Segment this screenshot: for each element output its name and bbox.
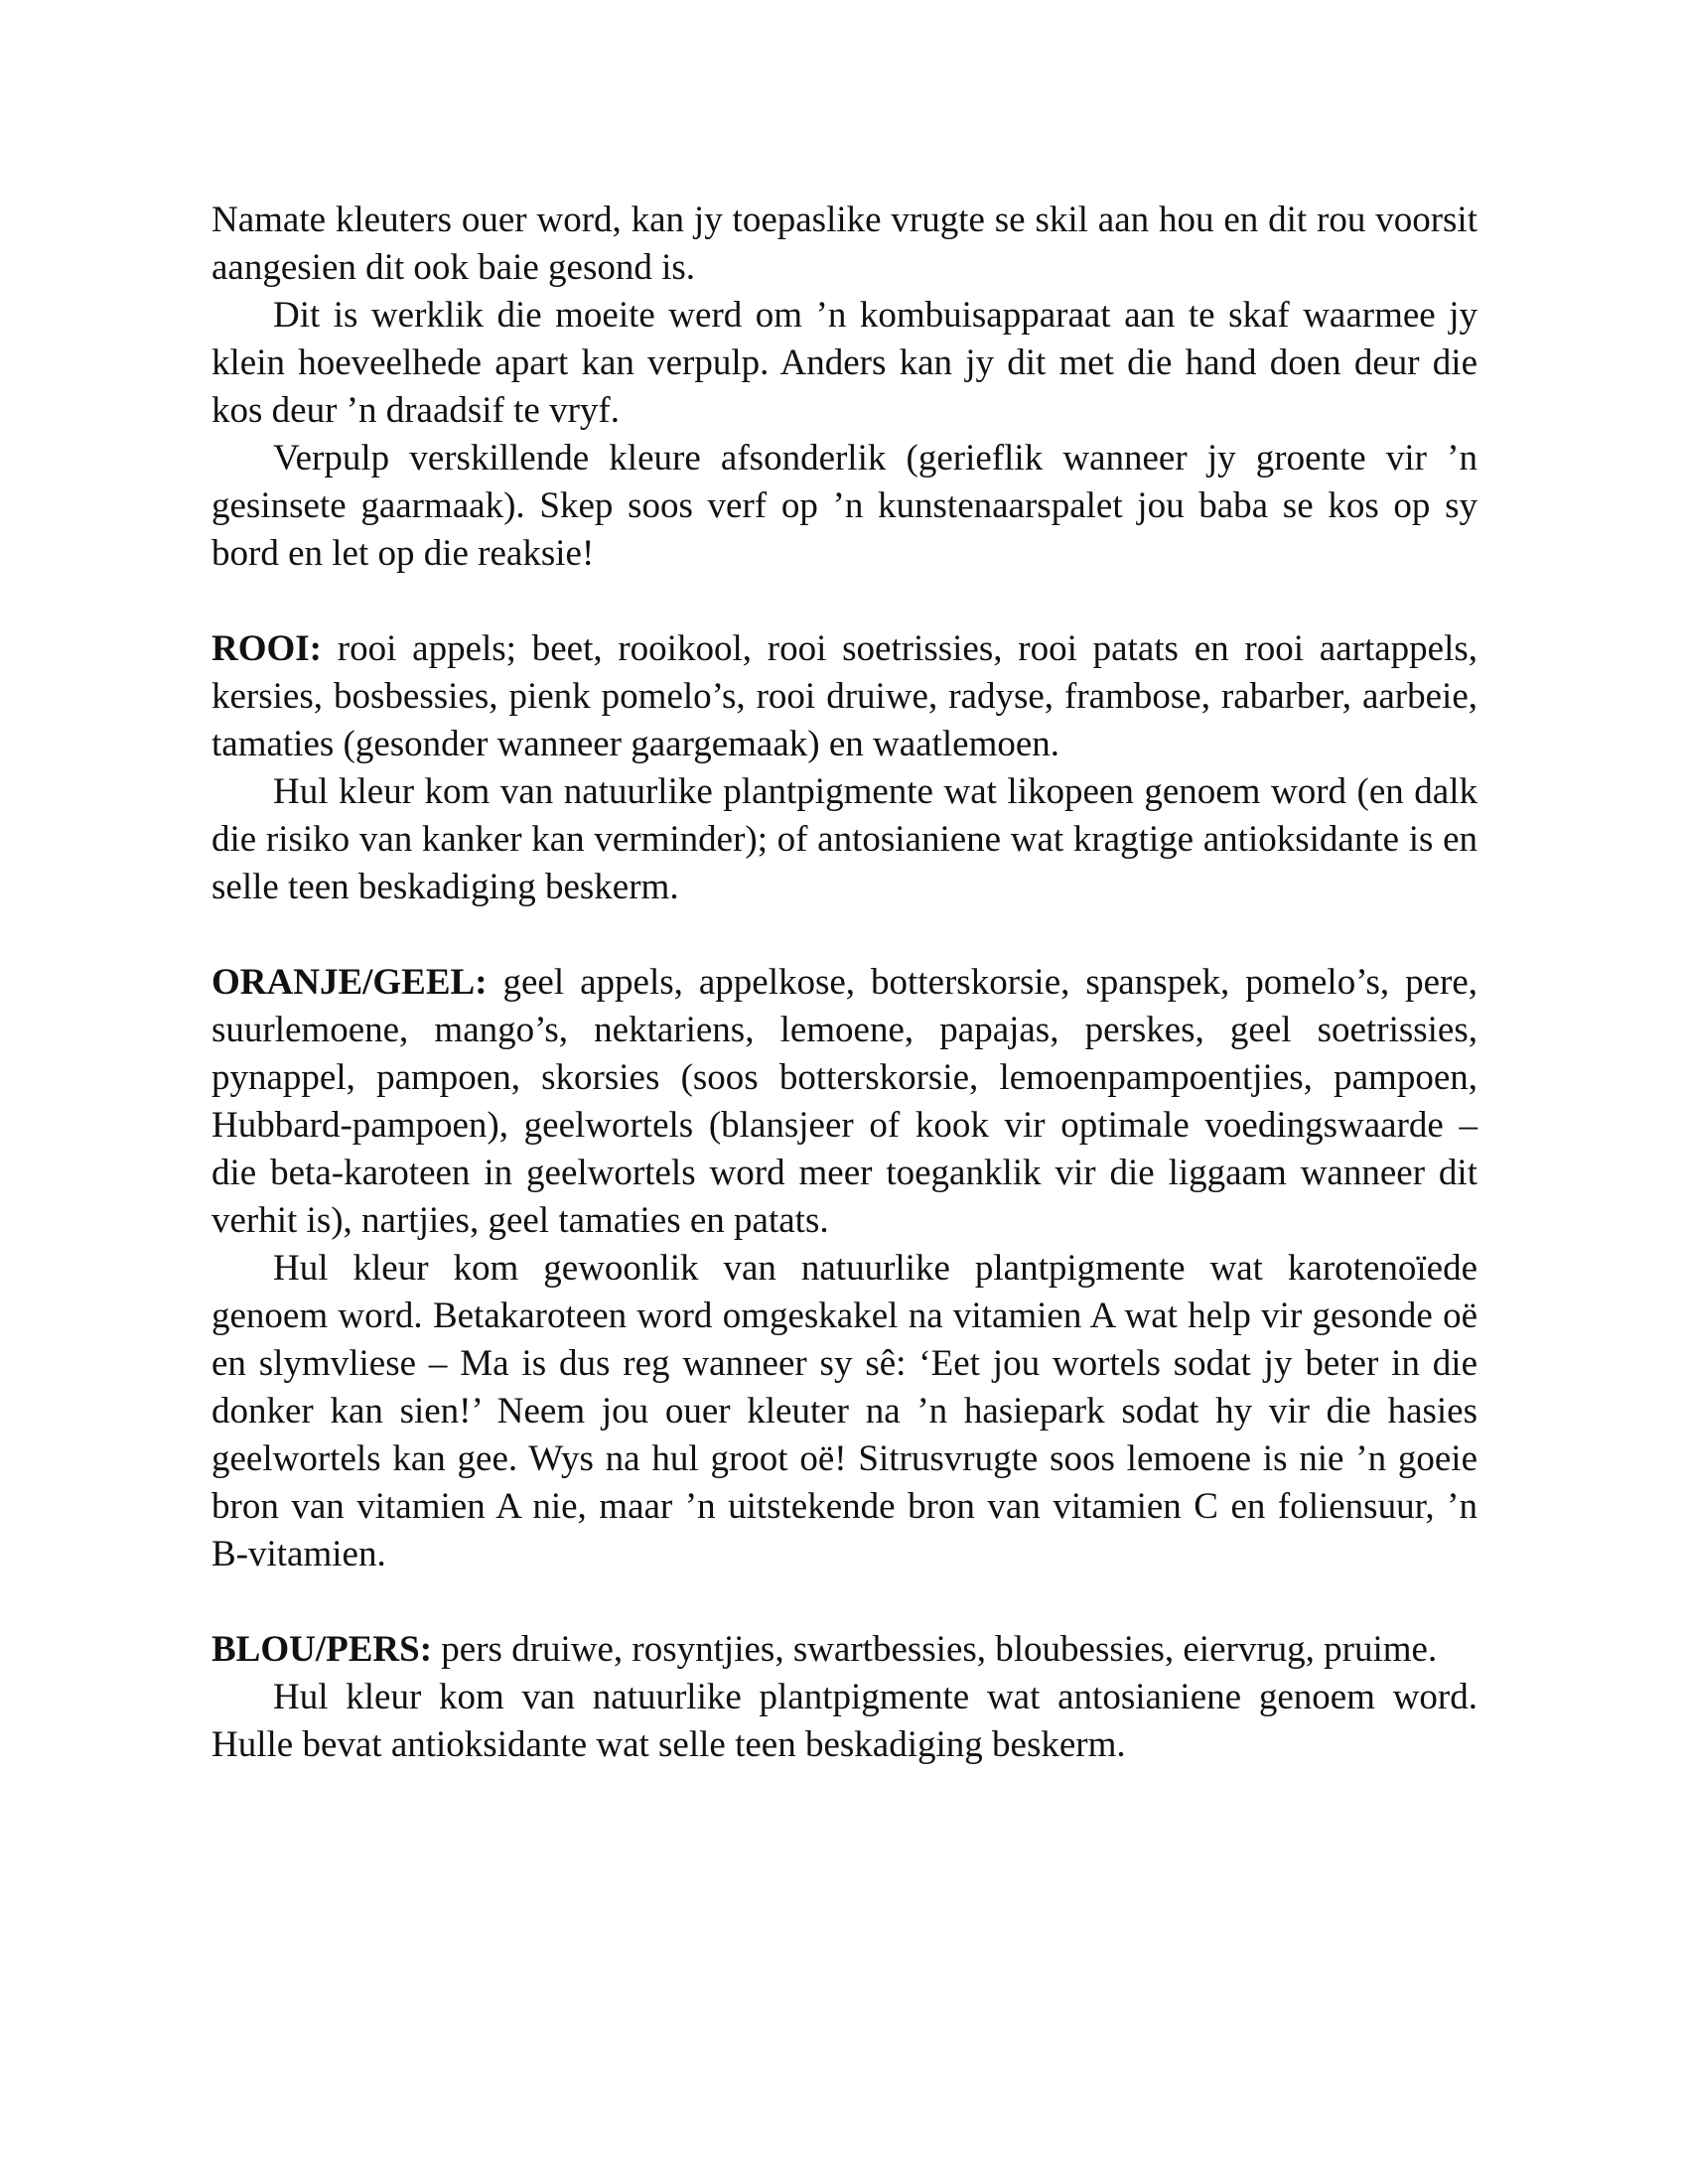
section-blue-purple (211, 1626, 1477, 1769)
section-red-list (211, 625, 1477, 768)
intro-paragraph-1: Namate kleuters ouer word, kan jy toepaslike vrugte se skil aan hou en dit rou voorsit aangesien dit ook baie gesond is. (211, 200, 1477, 288)
section-orange-yellow-label: ORANJE/GEEL: (211, 962, 488, 1003)
section-red-items: rooi appels; beet, rooikool, rooi soetrissies, rooi patats en rooi aartappels, kersies, bosbessies, pienk pomelo’s, rooi druiwe, radyse, frambose, rabarber, aarbeie, tamaties (gesonder wanneer gaargemaak) en waatlemoen. (211, 628, 1477, 764)
section-red (211, 625, 1477, 911)
section-blue-purple-label: BLOU/PERS: (211, 1629, 433, 1670)
section-orange-yellow (211, 959, 1477, 1578)
section-blue-purple-list (211, 1626, 1477, 1674)
intro-paragraph-3: Verpulp verskillende kleure afsonderlik (gerieflik wanneer jy groente vir ’n gesinsete gaarmaak). Skep soos verf op ’n kunstenaarspalet jou baba se kos op sy bord en let op die reaksie! (211, 438, 1477, 574)
section-orange-yellow-list (211, 959, 1477, 1245)
section-red-label: ROOI: (211, 628, 322, 669)
document-page (211, 197, 1477, 1769)
section-blue-purple-items: pers druiwe, rosyntjies, swartbessies, bloubessies, eiervrug, pruime. (432, 1629, 1438, 1670)
intro-paragraph-2: Dit is werklik die moeite werd om ’n kombuisapparaat aan te skaf waarmee jy klein hoeveelhede apart kan verpulp. Anders kan jy dit met die hand doen deur die kos deur ’n draadsif te vryf. (211, 295, 1477, 431)
section-red-body: Hul kleur kom van natuurlike plantpigmente wat likopeen genoem word (en dalk die risiko van kanker kan verminder); of antosianiene wat kragtige antioksidante is en selle teen beskadiging beskerm. (211, 771, 1477, 907)
section-orange-yellow-body: Hul kleur kom gewoonlik van natuurlike plantpigmente wat karotenoïede genoem word. Betakaroteen word omgeskakel na vitamien A wat help vir gesonde oë en slymvliese – Ma is dus reg wanneer sy sê: ‘Eet jou wortels sodat jy beter in die donker kan sien!’ Neem jou ouer kleuter na ’n hasiepark sodat hy vir die hasies geelwortels kan gee. Wys na hul groot oë! Sitrusvrugte soos lemoene is nie ’n goeie bron van vitamien A nie, maar ’n uitstekende bron van vitamien C en foliensuur, ’n B-vitamien. (211, 1248, 1477, 1574)
section-orange-yellow-items: geel appels, appelkose, botterskorsie, spanspek, pomelo’s, pere, suurlemoene, mango’s, nektariens, lemoene, papajas, perskes, geel soetrissies, pynappel, pampoen, skorsies (soos botterskorsie, lemoenpampoentjies, pampoen, Hubbard-pampoen), geelwortels (blansjeer of kook vir optimale voedingswaarde – die beta-karoteen in geelwortels word meer toeganklik vir die liggaam wanneer dit verhit is), nartjies, geel tamaties en patats. (211, 962, 1477, 1241)
section-blue-purple-body: Hul kleur kom van natuurlike plantpigmente wat antosianiene genoem word. Hulle bevat antioksidante wat selle teen beskadiging beskerm. (211, 1677, 1477, 1765)
